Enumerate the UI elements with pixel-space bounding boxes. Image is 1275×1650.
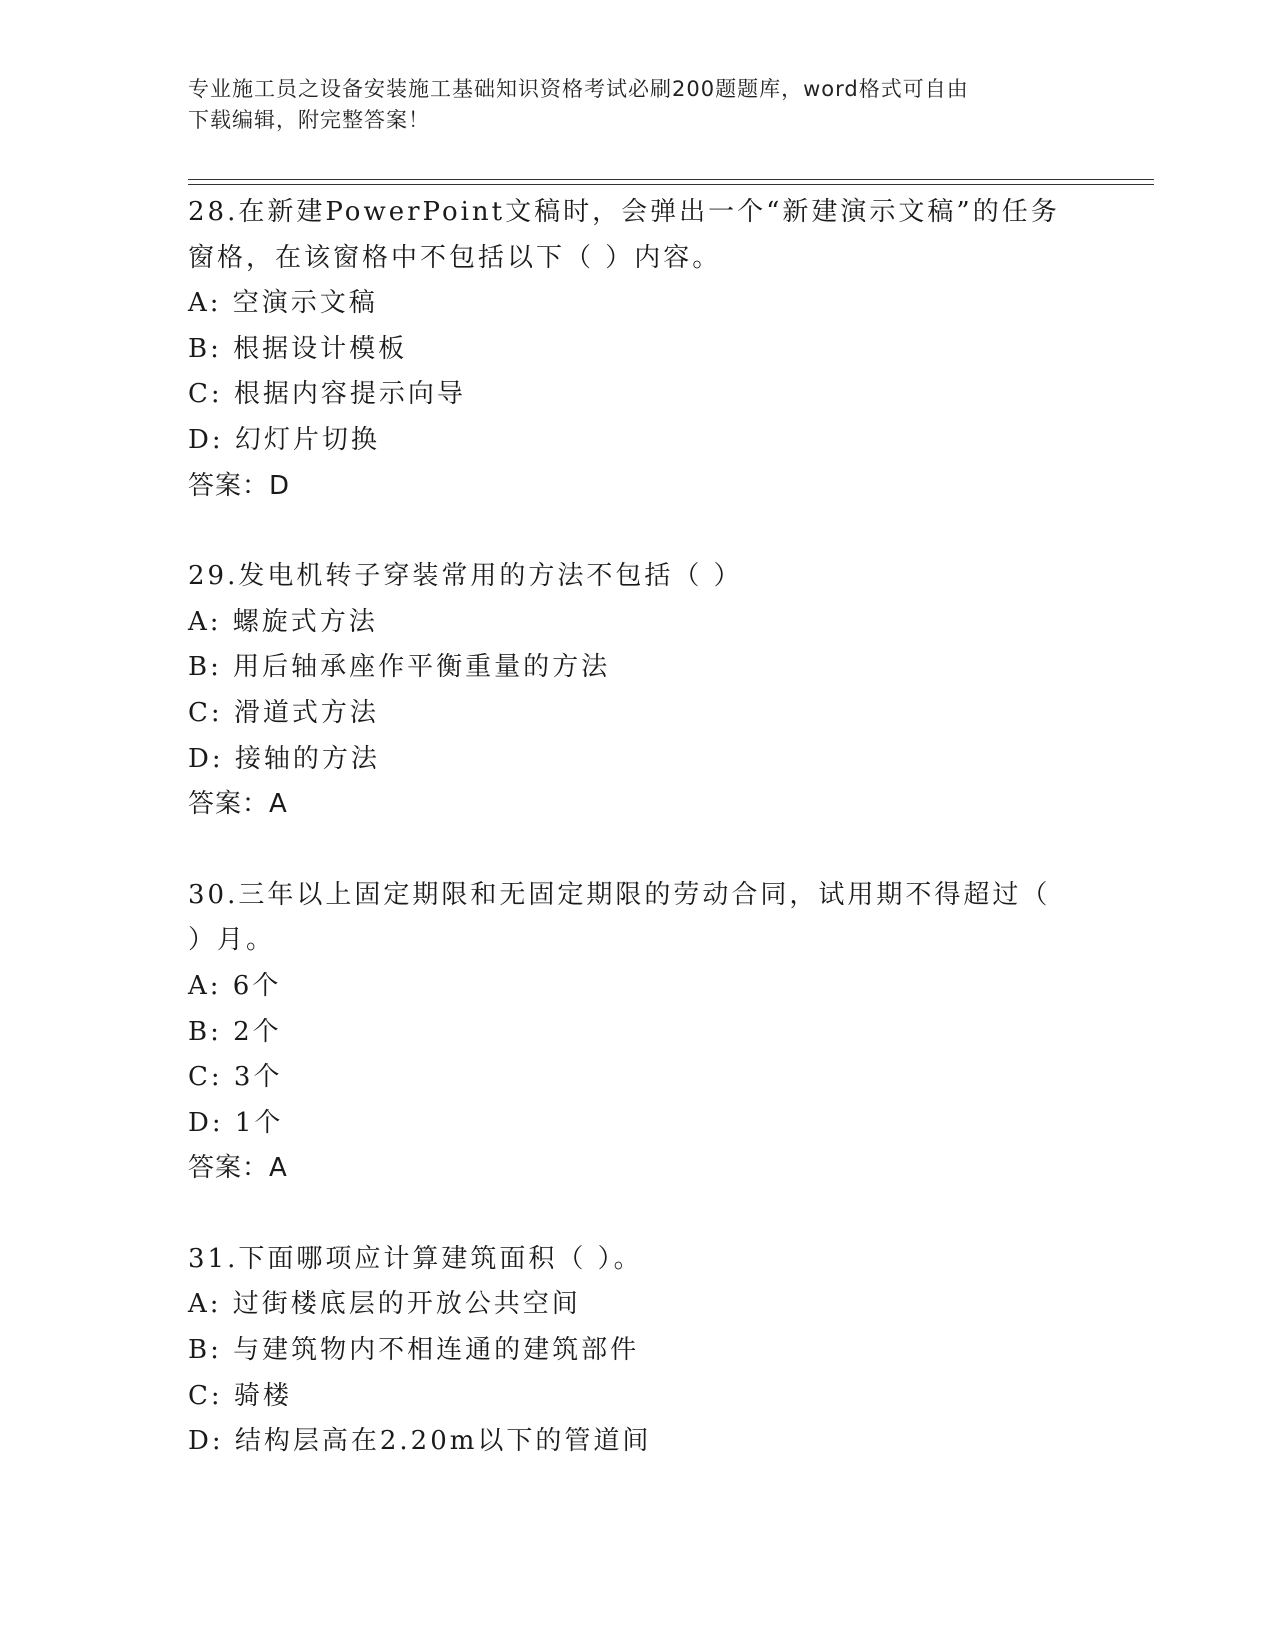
option-c: C: 根据内容提示向导 xyxy=(188,379,466,410)
option-d: D: 接轴的方法 xyxy=(188,743,380,774)
header-rule-top xyxy=(188,179,1154,180)
option-a: A: 过街楼底层的开放公共空间 xyxy=(188,1289,581,1320)
option-b: B: 与建筑物内不相连通的建筑部件 xyxy=(188,1335,640,1366)
question-30 xyxy=(188,873,1068,1192)
option-d: D: 1个 xyxy=(188,1107,284,1138)
option-a: A: 螺旋式方法 xyxy=(188,606,378,637)
option-b: B: 根据设计模板 xyxy=(188,333,408,364)
question-31 xyxy=(188,1237,1068,1465)
option-d: D: 幻灯片切换 xyxy=(188,424,380,455)
document-header xyxy=(188,74,1068,136)
option-b: B: 用后轴承座作平衡重量的方法 xyxy=(188,652,611,683)
header-rule-bottom xyxy=(188,184,1154,185)
question-28 xyxy=(188,190,1068,509)
option-b: B: 2个 xyxy=(188,1016,282,1047)
option-a: A: 6个 xyxy=(188,970,282,1001)
header-line-1: 专业施工员之设备安装施工基础知识资格考试必刷200题题库，word格式可自由 xyxy=(188,77,969,101)
question-stem-continued: 窗格，在该窗格中不包括以下（ ）内容。 xyxy=(188,242,722,273)
question-stem: 28.在新建PowerPoint文稿时，会弹出一个“新建演示文稿”的任务 xyxy=(188,197,1060,227)
option-c: C: 滑道式方法 xyxy=(188,697,379,728)
question-stem: 31.下面哪项应计算建筑面积（ ）。 xyxy=(188,1243,643,1274)
option-a: A: 空演示文稿 xyxy=(188,288,378,319)
answer-text: 答案：D xyxy=(188,470,291,501)
question-stem: 29.发电机转子穿装常用的方法不包括（ ） xyxy=(188,561,743,592)
question-list xyxy=(188,190,1068,1465)
question-29 xyxy=(188,554,1068,828)
header-line-2: 下载编辑，附完整答案！ xyxy=(188,108,430,132)
question-stem-continued: ）月。 xyxy=(188,925,276,956)
option-d: D: 结构层高在2.20m以下的管道间 xyxy=(188,1426,652,1457)
answer-text: 答案：A xyxy=(188,789,288,820)
answer-text: 答案：A xyxy=(188,1153,288,1184)
option-c: C: 3个 xyxy=(188,1062,283,1093)
question-stem: 30.三年以上固定期限和无固定期限的劳动合同，试用期不得超过（ xyxy=(188,879,1051,910)
option-c: C: 骑楼 xyxy=(188,1380,292,1411)
